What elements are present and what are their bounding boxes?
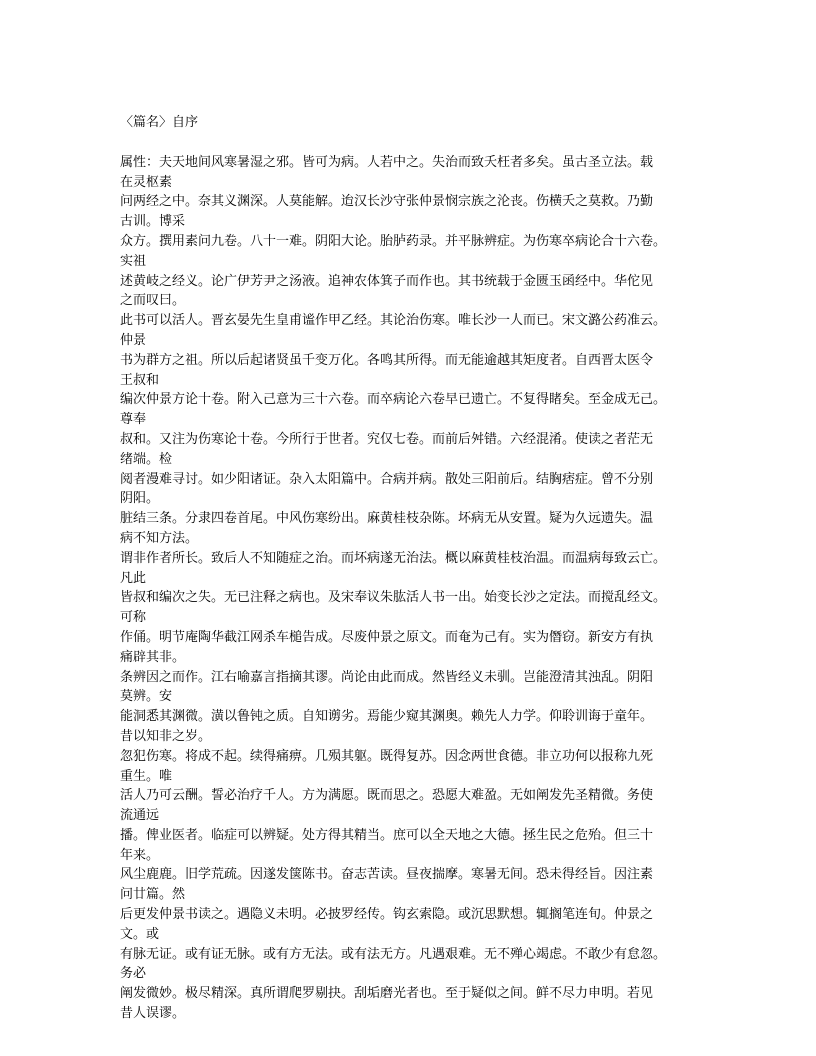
text-line: 古训。博采 (120, 214, 186, 230)
text-line: 年来。 (120, 847, 160, 863)
text-line: 能洞悉其渊微。潢以鲁钝之质。自知谫劣。焉能少窥其渊奥。赖先人力学。仰聆训诲于童年。 (120, 709, 654, 725)
text-line: 忽犯伤寒。将成不起。续得痛痹。几殒其躯。既得复苏。因念两世食德。非立功何以报称九死 (120, 748, 654, 764)
paragraph-gap (120, 133, 698, 153)
text-line: 病不知方法。 (120, 530, 199, 546)
text-line: 阴阳。 (120, 491, 160, 507)
text-line: 编次仲景方论十卷。附入己意为三十六卷。而卒病论六卷早已遗亡。不复得睹矣。至金成无己。 (120, 392, 667, 408)
text-line: 条辨因之而作。江右喻嘉言指摘其谬。尚论由此而成。然皆经义未驯。岂能澄清其浊乱。阴阳 (120, 669, 654, 685)
text-line: 述黄岐之经义。论广伊芳尹之汤液。追神农体箕子而作也。其书统载于金匮玉函经中。华佗见 (120, 273, 654, 289)
text-line: 播。俾业医者。临症可以辨疑。处方得其精当。庶可以全天地之大德。拯生民之危殆。但三十 (120, 827, 654, 843)
text-line: 莫辨。安 (120, 689, 173, 705)
text-line: 王叔和 (120, 372, 160, 388)
document-body (120, 153, 698, 1024)
text-line: 风尘鹿鹿。旧学荒疏。因遂发箧陈书。奋志苦读。昼夜揣摩。寒暑无间。恐未得经旨。因注素 (120, 867, 654, 883)
text-line: 重生。唯 (120, 768, 173, 784)
text-line: 昔人误谬。 (120, 1006, 186, 1022)
text-line: 谓非作者所长。致后人不知随症之治。而坏病遂无治法。概以麻黄桂枝治温。而温病每致云亡。 (120, 550, 667, 566)
text-line: 之而叹曰。 (120, 293, 186, 309)
text-line: 务必 (120, 966, 147, 982)
text-line: 后更发仲景书读之。遇隐义未明。必披罗经传。钩玄索隐。或沉思默想。辄搁笔连旬。仲景之 (120, 907, 654, 923)
document-page (120, 113, 698, 1024)
text-line: 仲景 (120, 332, 147, 348)
text-line: 属性：夫天地间风寒暑湿之邪。皆可为病。人若中之。失治而致夭枉者多矣。虽古圣立法。载 (120, 154, 654, 170)
text-line: 书为群方之祖。所以后起诸贤虽千变万化。各鸣其所得。而无能逾越其矩度者。自西晋太医令 (120, 352, 654, 368)
text-line: 昔以知非之岁。 (120, 728, 212, 744)
text-line: 有脉无证。或有证无脉。或有方无法。或有法无方。凡遇艰难。无不殚心竭虑。不敢少有怠忽。 (120, 946, 667, 962)
text-line: 流通远 (120, 808, 160, 824)
page-title: 〈篇名〉自序 (120, 115, 199, 130)
text-line: 可称 (120, 610, 147, 626)
text-line: 脏结三条。分隶四卷首尾。中风伤寒纷出。麻黄桂枝杂陈。坏病无从安置。疑为久远遗失。温 (120, 511, 654, 527)
text-line: 在灵枢素 (120, 174, 173, 190)
text-line: 实祖 (120, 253, 147, 269)
text-line: 尊奉 (120, 412, 147, 428)
text-line: 痛辟其非。 (120, 649, 186, 665)
text-line: 活人乃可云酬。誓必治疗千人。方为满愿。既而思之。恐愿大难盈。无如阐发先圣精微。务使 (120, 788, 654, 804)
text-line: 阐发微妙。极尽精深。真所谓爬罗剔抉。刮垢磨光者也。至于疑似之间。鲜不尽力申明。若见 (120, 986, 654, 1002)
text-line: 众方。撰用素问九卷。八十一难。阴阳大论。胎胪药录。并平脉辨症。为伤寒卒病论合十六卷。 (120, 233, 667, 249)
text-line: 问廿篇。然 (120, 887, 186, 903)
text-line: 文。或 (120, 926, 160, 942)
text-line: 绪端。检 (120, 451, 173, 467)
text-line: 阅者漫难寻讨。如少阳诸证。杂入太阳篇中。合病并病。散处三阳前后。结胸痞症。曾不分别 (120, 471, 654, 487)
text-line: 此书可以活人。晋玄晏先生皇甫谧作甲乙经。其论治伤寒。唯长沙一人而已。宋文潞公药准云。 (120, 313, 667, 329)
text-line: 问两经之中。奈其义渊深。人莫能解。迨汉长沙守张仲景悯宗族之沦丧。伤横夭之莫救。乃勤 (120, 194, 654, 210)
text-line: 皆叔和编次之失。无已注释之病也。及宋奉议朱肱活人书一出。始变长沙之定法。而搅乱经文。 (120, 590, 667, 606)
text-line: 叔和。又注为伤寒论十卷。今所行于世者。究仅七卷。而前后舛错。六经混淆。使读之者茫无 (120, 431, 654, 447)
text-line: 作俑。明节庵陶华截江网杀车槌告成。尽废仲景之原文。而奄为己有。实为僭窃。新安方有执 (120, 629, 654, 645)
text-line: 凡此 (120, 570, 147, 586)
